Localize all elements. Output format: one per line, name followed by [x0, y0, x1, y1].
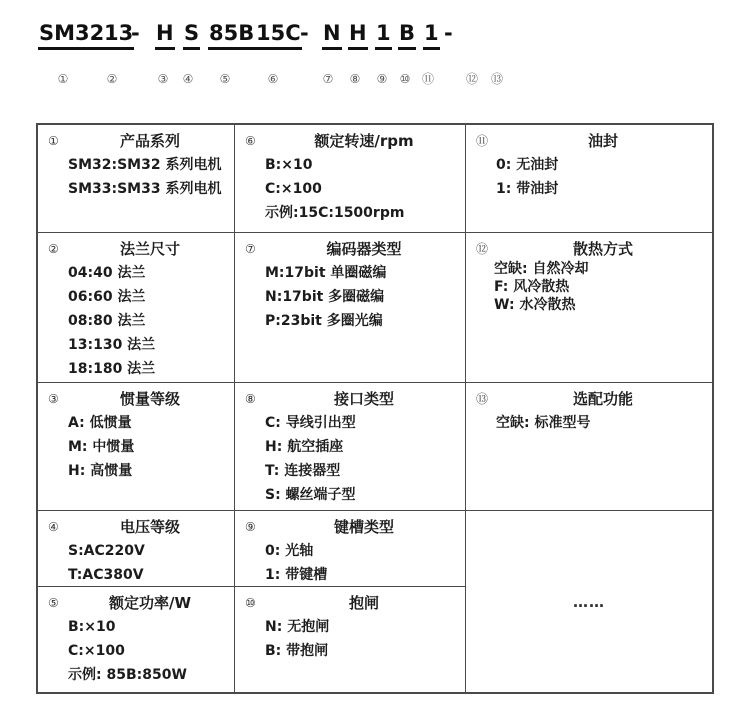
option-line: P:23bit 多圈光编	[265, 313, 383, 329]
option-line: B:×10	[265, 157, 313, 173]
cell-title: 抱闸	[348, 594, 379, 612]
option-line: W: 水冷散热	[494, 297, 576, 313]
cell-inertia-grade	[38, 383, 235, 511]
option-line: B: 带抱闸	[265, 643, 329, 659]
option-line: 04:40 法兰	[68, 265, 146, 281]
marker-6: ⑥	[267, 72, 279, 86]
option-line: C:×100	[68, 643, 125, 659]
marker-2: ②	[106, 72, 118, 86]
option-line: S:AC220V	[68, 543, 145, 559]
option-line: 06:60 法兰	[68, 289, 146, 305]
spec-table	[36, 123, 714, 694]
cell-title: 选配功能	[572, 390, 633, 408]
option-line: B:×10	[68, 619, 116, 635]
option-line: H: 航空插座	[265, 439, 344, 455]
option-line: N: 无抱闸	[265, 619, 330, 635]
model-separator-dash: -	[131, 21, 140, 45]
model-segment-encoder: N	[322, 21, 342, 50]
option-line: 空缺: 标准型号	[496, 415, 591, 431]
option-line: C: 导线引出型	[265, 415, 356, 431]
marker-4: ④	[182, 72, 194, 86]
cell-title: 编码器类型	[326, 240, 402, 258]
cell-brake	[235, 587, 466, 692]
circled-number-13: ⑬	[476, 392, 489, 406]
option-line: A: 低惯量	[68, 415, 132, 431]
circled-number-1: ①	[48, 134, 59, 148]
cell-ellipsis	[466, 511, 712, 692]
model-segment-speed: 15C	[255, 21, 302, 50]
option-line: 0: 光轴	[265, 543, 314, 559]
option-line: M: 中惯量	[68, 439, 135, 455]
marker-5: ⑤	[219, 72, 231, 86]
model-segment-keyway: 1	[375, 21, 392, 50]
circled-number-7: ⑦	[245, 242, 256, 256]
model-segment-brake: B	[398, 21, 416, 50]
cell-title: 额定功率/W	[108, 594, 192, 612]
cell-encoder-type	[235, 233, 466, 383]
model-separator-dash: -	[300, 21, 309, 45]
circled-number-3: ③	[48, 392, 59, 406]
option-line: F: 风冷散热	[494, 279, 570, 295]
circled-number-10: ⑩	[245, 596, 256, 610]
model-segment-inertia: H	[155, 21, 175, 50]
cell-flange-size	[38, 233, 235, 383]
cell-rated-power	[38, 587, 235, 692]
circled-number-2: ②	[48, 242, 59, 256]
cell-title: 电压等级	[119, 518, 180, 536]
marker-12: ⑫	[465, 72, 479, 86]
cell-title: 产品系列	[119, 132, 180, 150]
cell-title: 额定转速/rpm	[314, 132, 414, 150]
cell-optional-function	[466, 383, 712, 511]
model-segment-flange: 13	[103, 21, 134, 50]
option-line: S: 螺丝端子型	[265, 487, 356, 503]
model-segment-power: 85B	[208, 21, 255, 50]
model-segment-voltage: S	[183, 21, 200, 50]
model-separator-dash: -	[444, 21, 453, 45]
cell-oil-seal	[466, 125, 712, 233]
option-line: C:×100	[265, 181, 322, 197]
cell-title: 惯量等级	[119, 390, 180, 408]
cell-keyway-type	[235, 511, 466, 587]
model-segment-series: SM32	[38, 21, 105, 50]
option-line: M:17bit 单圈磁编	[265, 265, 387, 281]
circled-number-4: ④	[48, 520, 59, 534]
option-line: 08:80 法兰	[68, 313, 146, 329]
option-line: N:17bit 多圈磁编	[265, 289, 385, 305]
option-line: T:AC380V	[68, 567, 144, 583]
option-line: SM32:SM32 系列电机	[68, 157, 222, 173]
marker-9: ⑨	[376, 72, 388, 86]
cell-product-series	[38, 125, 235, 233]
cell-cooling-method	[466, 233, 712, 383]
circled-number-5: ⑤	[48, 596, 59, 610]
option-line: 示例:15C:1500rpm	[265, 205, 405, 221]
circled-number-11: ⑪	[476, 134, 489, 148]
option-line: 空缺: 自然冷却	[494, 261, 589, 277]
option-line: T: 连接器型	[265, 463, 341, 479]
model-segment-oilseal: 1	[423, 21, 440, 50]
option-line: 18:180 法兰	[68, 361, 156, 377]
marker-8: ⑧	[349, 72, 361, 86]
option-line: 13:130 法兰	[68, 337, 156, 353]
marker-3: ③	[157, 72, 169, 86]
cell-title: 接口类型	[333, 390, 394, 408]
option-line: H: 高惯量	[68, 463, 133, 479]
marker-10: ⑩	[399, 72, 411, 86]
circled-number-9: ⑨	[245, 520, 256, 534]
option-line: 1: 带油封	[496, 181, 559, 197]
cell-title: 法兰尺寸	[119, 240, 180, 258]
cell-title: 键槽类型	[333, 518, 394, 536]
cell-title: 散热方式	[572, 240, 633, 258]
circled-number-6: ⑥	[245, 134, 256, 148]
ellipsis-text: ……	[573, 592, 605, 611]
cell-interface-type	[235, 383, 466, 511]
marker-7: ⑦	[322, 72, 334, 86]
option-line: 1: 带键槽	[265, 567, 328, 583]
cell-voltage-grade	[38, 511, 235, 587]
option-line: 示例: 85B:850W	[68, 667, 187, 683]
circled-number-8: ⑧	[245, 392, 256, 406]
cell-rated-speed	[235, 125, 466, 233]
model-segment-interface: H	[348, 21, 368, 50]
circled-number-12: ⑫	[476, 242, 489, 256]
option-line: 0: 无油封	[496, 157, 559, 173]
option-line: SM33:SM33 系列电机	[68, 181, 222, 197]
marker-1: ①	[57, 72, 69, 86]
marker-11: ⑪	[421, 72, 435, 86]
marker-13: ⑬	[490, 72, 504, 86]
cell-title: 油封	[587, 132, 618, 150]
